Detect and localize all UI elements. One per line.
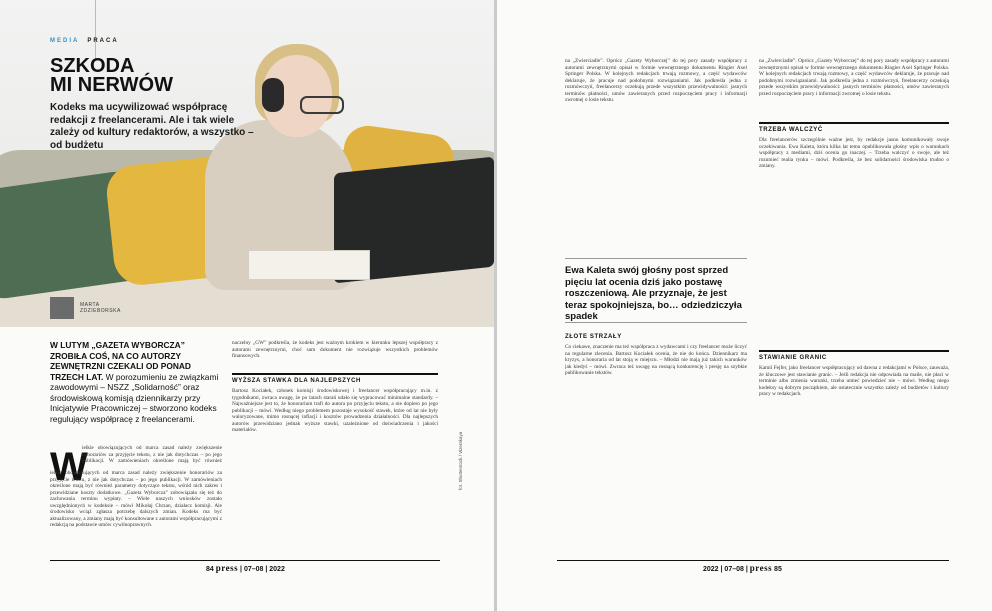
body-col1-intro: ielkie obowiązujących od marca zasad należy zwiększenie honorariów za przyjęcie tekstu, z nie jak dotychczas – po jego publikacji. W zamówieniach określone mają być również: [82, 445, 222, 464]
body-col1: ielkie obowiązujących od marca zasad należy zwiększenie honorariów za przyjęcie tekstu, z nie jak dotychczas – po jego publikacji. W zamówieniach określone mają być również parametry dotyczące tekstu, wśród nich zakres i przewidziane koszty dodatkowe. „Gazeta Wyborcza” zobowiązała się też do zachowania terminu wypłaty. – Wiele naszych wniosków zostało uwzględnionych w kodeksie – mówi Mikołaj Chrzan, działacz komisji. Ale środowisko wciąż zgłasza potrzebę dalszych zmian. Kodeks ma być aktualizowany, a zmiany mają być konsultowane z autorami współpracującymi z redakcją na podstawie umów cywilnoprawnych.: [50, 470, 222, 528]
kicker-section: MEDIA: [50, 38, 80, 44]
subhead-wyzsza-stawka: WYŻSZA STAWKA DLA NAJLEPSZYCH: [232, 378, 361, 384]
right-body-col1-bottom: Co ciekawe, znaczenie ma też współpraca z wydawcami i czy freelancer może liczyć na regularne zlecenia. Bartosz Kociałek ocenia, że nie do końca. Dziennikarz ma kryzys, a honoraria od lat stoją w miejscu. – Młodzi nie mają już takich warunków jak kiedyś – mówi. Zwraca też uwagę na rosnącą konkurencję i presję na szybkie publikowanie tekstów.: [565, 344, 747, 376]
right-body-col2-intro: na „Zwierciadle”. Oprócz „Gazety Wyborczej” do tej pory zasady współpracy z autorami zewnętrznymi opisał w formie wewnętrznego dokumentu Ringier Axel Springer Polska. W kolejnych redakcjach trwają rozmowy, a część wydawców deklaruje, że pracuje nad podobnymi rozwiązaniami. Jak podkreśla jedna z rozmówczyń, freelancerzy oczekują przede wszystkim przewidywalności: jasnych terminów płatności, umów zawieranych przed rozpoczęciem pracy i informacji zwrotnej o losie tekstu.: [759, 58, 949, 97]
author-first-name: MARTA: [80, 302, 100, 308]
left-folio: [206, 563, 285, 573]
photo-credit: fot. Shutterstock / Vizerskaya: [458, 431, 463, 490]
lead-rest: W porozumieniu ze związkami zawodowymi – NSZZ „Solidarność” oraz środowiskową komisją dziennikarzy przy Inicjatywie Pracowniczej – stworzono kodeks regulujący współpracę z freelancerami.: [50, 371, 219, 424]
author-avatar: [50, 297, 74, 319]
subhead-rule-stawianie: [759, 350, 949, 352]
hero-photo: [0, 0, 494, 327]
subhead-rule-trzeba: [759, 122, 949, 124]
headline-line-1: SZKODA: [50, 55, 135, 77]
right-body-col2-bottom: Kamil Fejfer, jako freelancer współpracujący od dawna z redakcjami w Polsce, zauważa, że kluczowe jest stawianie granic. – Jeśli redakcja nie odpowiada na maile, nie płaci w terminie albo zmienia warunki, trzeba umieć powiedzieć nie – mówi. Według niego kodeksy są dobrym początkiem, ale ostatecznie wszystko zależy od budżetów i kultury pracy w redakcjach.: [759, 365, 949, 397]
drop-cap: W: [50, 445, 88, 489]
subhead-stawianie-granic: STAWIANIE GRANIC: [759, 355, 827, 361]
pull-quote-rule-top: [565, 258, 747, 259]
brand-left: press: [215, 563, 239, 573]
article-headline: [50, 57, 220, 95]
author-byline: [80, 302, 140, 314]
pull-quote: Ewa Kaleta swój głośny post sprzed pięciu lat ocenia dziś jako postawę roszczeniową. Ale przyznaje, że jest teraz spokojniejsza, bo… odziedziczyła spadek: [565, 265, 742, 322]
glasses-icon: [300, 96, 344, 114]
headphones-icon: [262, 78, 284, 112]
subhead-trzeba-walczyc: TRZEBA WALCZYĆ: [759, 127, 823, 133]
page-number-right: 85: [774, 566, 782, 573]
article-lead: [50, 340, 222, 424]
kicker-topic: PRACA: [87, 38, 119, 44]
wall-decor: [95, 0, 96, 60]
right-body-col1-top: na „Zwierciadle”. Oprócz „Gazety Wyborczej” do tej pory zasady współpracy z autorami zewnętrznymi opisał w formie wewnętrznego dokumentu Ringier Axel Springer Polska. W kolejnych redakcjach trwają rozmowy, a część wydawców deklaruje, że pracuje nad podobnymi rozwiązaniami. Jak podkreśla jedna z rozmówczyń, freelancerzy oczekują przede wszystkim przewidywalności: jasnych terminów płatności, umów zawieranych przed rozpoczęciem pracy i informacji zwrotnej o losie tekstu.: [565, 58, 747, 103]
headline-line-2: MI NERWÓW: [50, 74, 173, 96]
subhead-rule: [232, 373, 438, 375]
subhead-zlote-strzaly: ZŁOTE STRZAŁY: [565, 334, 622, 340]
lead-bold: W LUTYM „GAZETA WYBORCZA” ZROBIŁA COŚ, NA CO AUTORZY ZEWNĘTRZNI CZEKALI OD PONAD TRZECH LAT.: [50, 340, 191, 382]
body-col2-top: naczelny „GW” podkreśla, że kodeks jest ważnym krokiem w kierunku lepszej współpracy z autorami zewnętrznymi, choć sam dokument nie rozwiązuje wszystkich problemów finansowych.: [232, 340, 438, 359]
footer-rule: [50, 560, 440, 561]
right-body-col2: Dla freelancerów szczególnie ważne jest, by redakcje jasno komunikowały swoje oczekiwania. Ewa Kaleta, która kilka lat temu opublikowała głośny wpis o warunkach współpracy z mediami, dziś ocenia go inaczej. – Trzeba walczyć o swoje, ale też rozumieć realia rynku – mówi. Podkreśla, że bez solidarności środowiska trudno o zmiany.: [759, 137, 949, 169]
author-last-name: ZDZIEBORSKA: [80, 308, 121, 314]
issue-right: 2022 | 07–08 |: [703, 566, 748, 573]
page-number-left: 84: [206, 566, 214, 573]
notebook: [248, 250, 370, 280]
brand-right: press: [749, 563, 773, 573]
left-page: [0, 0, 494, 611]
right-footer-rule: [557, 560, 949, 561]
section-kicker: [50, 38, 119, 44]
body-col2: Bartosz Kociałek, członek komisji środowiskowej i freelancer współpracujący m.in. z tygodnikami, zwraca uwagę, że po latach starań udało się wypracować minimalne standardy. – Najważniejsze jest to, że honorarium trafi do autora po przyjęciu tekstu, a nie dopiero po jego publikacji – mówi. Według niego problemem pozostaje wysokość stawek, które od lat nie były waloryzowane, mimo rosnącej inflacji i kosztów prowadzenia działalności. Dla najlepszych autorów przewidziano jednak wyższe stawki, uzależnione od doświadczenia i jakości materiałów.: [232, 388, 438, 433]
article-deck: Kodeks ma ucywilizować współpracę redakcji z freelancerami. Ale i tak wiele zależy od kultury redaktorów, a wszystko – od budżetu: [50, 102, 254, 151]
issue-left: | 07–08 | 2022: [240, 566, 285, 573]
right-folio: [703, 563, 782, 573]
